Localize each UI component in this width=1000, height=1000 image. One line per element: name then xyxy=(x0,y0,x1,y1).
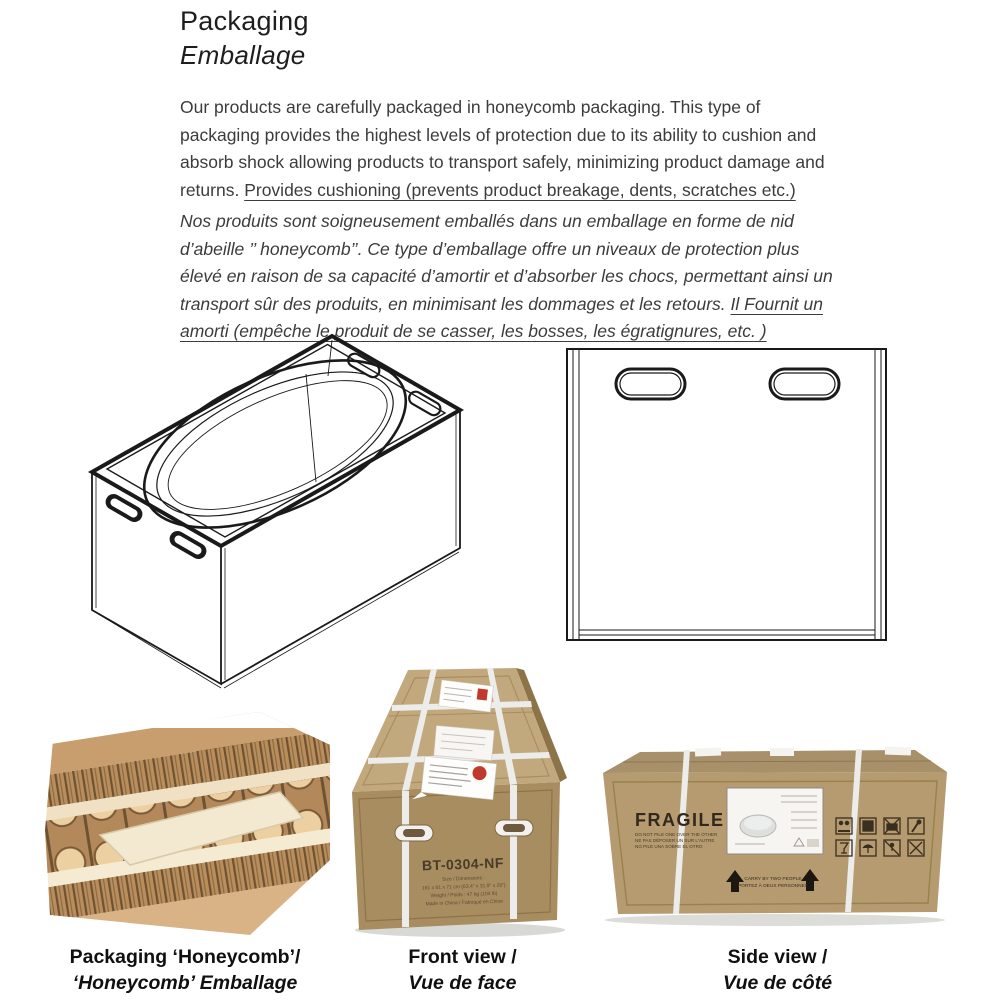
box-info-line3: Weight / Poids : 47 kg (104 lb) xyxy=(430,890,498,900)
caption-honeycomb-line1: Packaging ‘Honeycomb’/ xyxy=(69,946,301,968)
carry-text-fr: PORTEZ À DEUX PERSONNES xyxy=(737,884,809,889)
paragraph-french xyxy=(180,208,840,346)
page-title: Packaging xyxy=(180,6,309,36)
caption-side-line1: Side view / xyxy=(727,946,828,968)
caption-front-line1: Front view / xyxy=(408,946,517,968)
fragile-text: FRAGILE xyxy=(635,810,725,830)
caption-front-view xyxy=(350,944,575,996)
box-info-line2: 161 x 81 x 71 cm (63.4" x 31.9" x 28") xyxy=(421,882,506,892)
box-info-line1: Size / Dimensions : xyxy=(441,875,485,883)
side-view-photo xyxy=(595,740,965,940)
caption-honeycomb xyxy=(30,944,340,996)
caption-side-line2: Vue de côté xyxy=(722,972,833,994)
caption-honeycomb-line2: ‘Honeycomb’ Emballage xyxy=(72,972,298,994)
honeycomb-photo xyxy=(45,710,330,938)
paragraph-french-body: Nos produits sont soigneusement emballés dans un emballage en forme de nid d’abeille ’’ honeycomb’’. Ce type d’emballage offre un niveaux de protection plus élevé en raison de sa capacité d’amortir et d’absorber les chocs, permettant ainsi un transport sûr des produits, en minimisant les dommages et les retours. xyxy=(180,211,833,314)
paragraph-english xyxy=(180,94,840,204)
carry-text-en: CARRY BY TWO PEOPLE xyxy=(744,877,802,882)
paragraph-english-body: Our products are carefully packaged in honeycomb packaging. This type of packaging provides the highest levels of protection due to its ability to cushion and absorb shock allowing products to transport safely, minimizing product damage and returns. xyxy=(180,97,825,200)
caption-front-line2: Vue de face xyxy=(408,972,517,994)
box-model-number: BT-0304-NF xyxy=(421,854,505,874)
box-info-line4: Made in China / Fabriqué en Chine xyxy=(425,898,504,908)
paragraph-english-underlined: Provides cushioning (prevents product breakage, dents, scratches etc.) xyxy=(244,179,796,200)
front-view-drawing xyxy=(555,338,895,648)
fragile-sub2: NE PAS DÉPOSER UN SUR L'AUTRE xyxy=(635,838,715,843)
caption-side-view xyxy=(630,944,925,996)
keep-flat-icon xyxy=(860,818,876,834)
product-label xyxy=(727,788,823,854)
handle-cutout xyxy=(616,369,839,399)
fragile-sub1: DO NOT PILE ONE OVER THE OTHER xyxy=(635,832,718,837)
fragile-sub3: NO PILE UNA SOBRE EL OTRO xyxy=(635,844,703,849)
front-view-photo xyxy=(345,658,585,948)
isometric-packaging-drawing xyxy=(85,330,495,695)
page-title-french: Emballage xyxy=(180,40,306,70)
paragraph-french-underlined: Il Fournit un amorti (empêche le produit de se casser, les bosses, les égratignures, etc. ) xyxy=(180,293,823,341)
